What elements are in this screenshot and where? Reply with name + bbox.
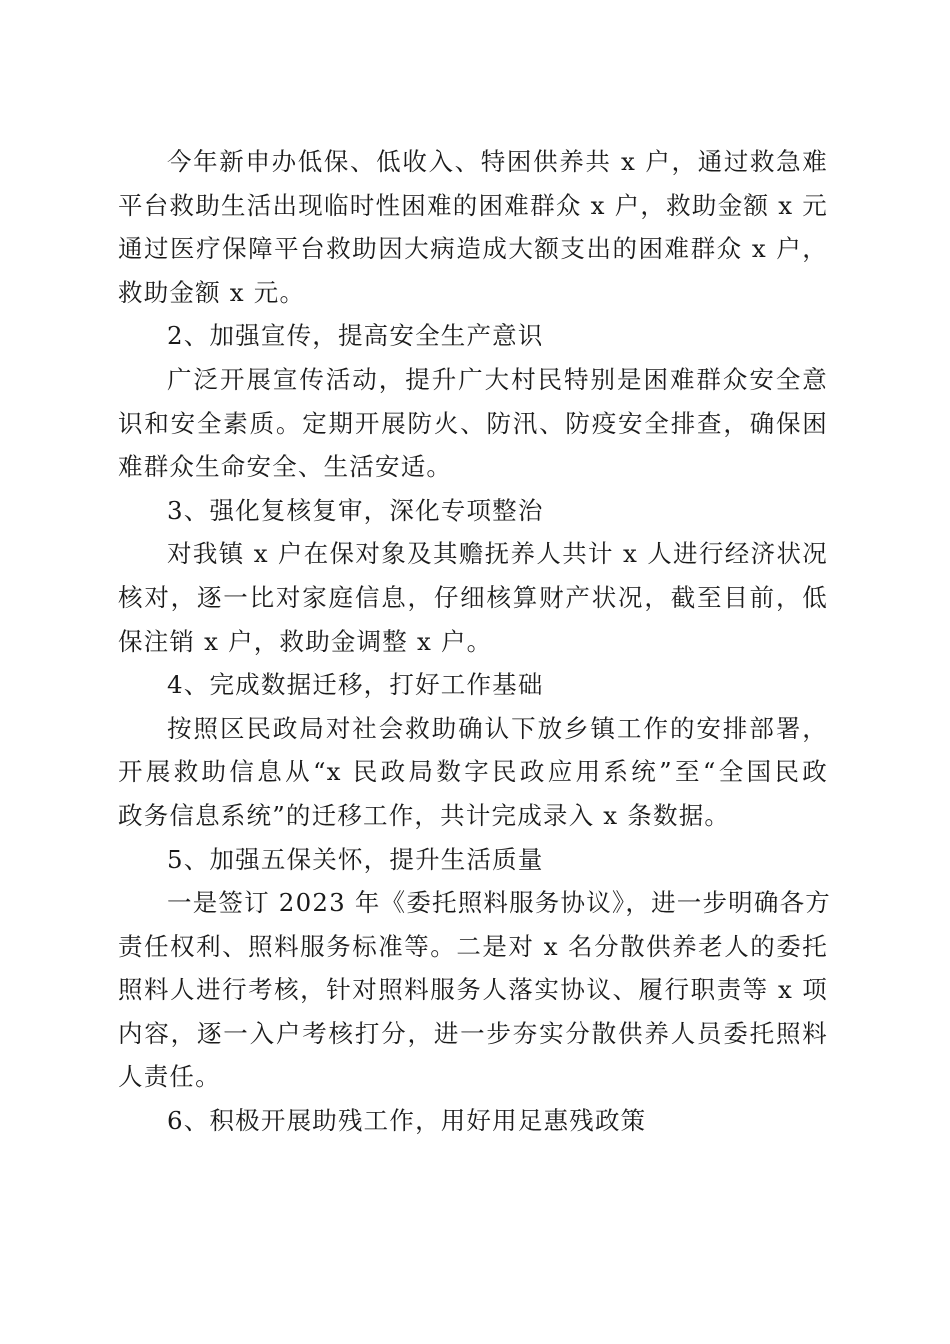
section-heading-2: 2、加强宣传，提高安全生产意识	[167, 321, 544, 351]
paragraph-line: 通过医疗保障平台救助因大病造成大额支出的困难群众 x 户，	[118, 234, 828, 264]
paragraph-line: 今年新申办低保、低收入、特困供养共 x 户，通过救急难	[167, 147, 828, 176]
paragraph-line: 核对，逐一比对家庭信息，仔细核算财产状况，截至目前，低	[118, 582, 828, 612]
paragraph-data-migration	[118, 707, 828, 838]
paragraph-line: 对我镇 x 户在保对象及其赡抚养人共计 x 人进行经济状况	[167, 539, 828, 569]
paragraph-line: 开展救助信息从“x 民政局数字民政应用系统”至“全国民政	[118, 757, 828, 787]
paragraph-line: 按照区民政局对社会救助确认下放乡镇工作的安排部署，	[167, 713, 828, 743]
paragraph-line: 责任权利、照料服务标准等。二是对 x 名分散供养老人的委托	[118, 931, 828, 961]
paragraph-five-guarantees-care	[118, 881, 831, 1099]
paragraph-line: 人责任。	[118, 1062, 221, 1092]
paragraph-line: 保注销 x 户，救助金调整 x 户。	[118, 626, 493, 656]
section-heading-3: 3、强化复核复审，深化专项整治	[167, 495, 544, 525]
paragraph-assistance-summary	[118, 140, 828, 314]
section-heading-4: 4、完成数据迁移，打好工作基础	[167, 670, 544, 700]
section-heading-5: 5、加强五保关怀，提升生活质量	[167, 844, 544, 874]
paragraph-line: 难群众生命安全、生活安适。	[118, 452, 453, 482]
paragraph-line: 识和安全素质。定期开展防火、防汛、防疫安全排查，确保困	[118, 408, 828, 438]
paragraph-line: 一是签订 2023 年《委托照料服务协议》，进一步明确各方	[167, 888, 831, 918]
section-heading-6: 6、积极开展助残工作，用好用足惠残政策	[167, 1106, 647, 1136]
paragraph-line: 照料人进行考核，针对照料服务人落实协议、履行职责等 x 项	[118, 975, 828, 1005]
paragraph-line: 广泛开展宣传活动，提升广大村民特别是困难群众安全意	[167, 364, 828, 394]
document-body	[118, 140, 831, 1143]
paragraph-safety-publicity	[118, 358, 828, 489]
paragraph-line: 内容，逐一入户考核打分，进一步夯实分散供养人员委托照料	[118, 1018, 828, 1048]
paragraph-review-audit	[118, 532, 828, 663]
paragraph-line: 平台救助生活出现临时性困难的困难群众 x 户，救助金额 x 元	[118, 190, 828, 220]
paragraph-line: 救助金额 x 元。	[118, 277, 306, 307]
paragraph-line: 政务信息系统”的迁移工作，共计完成录入 x 条数据。	[118, 800, 731, 830]
